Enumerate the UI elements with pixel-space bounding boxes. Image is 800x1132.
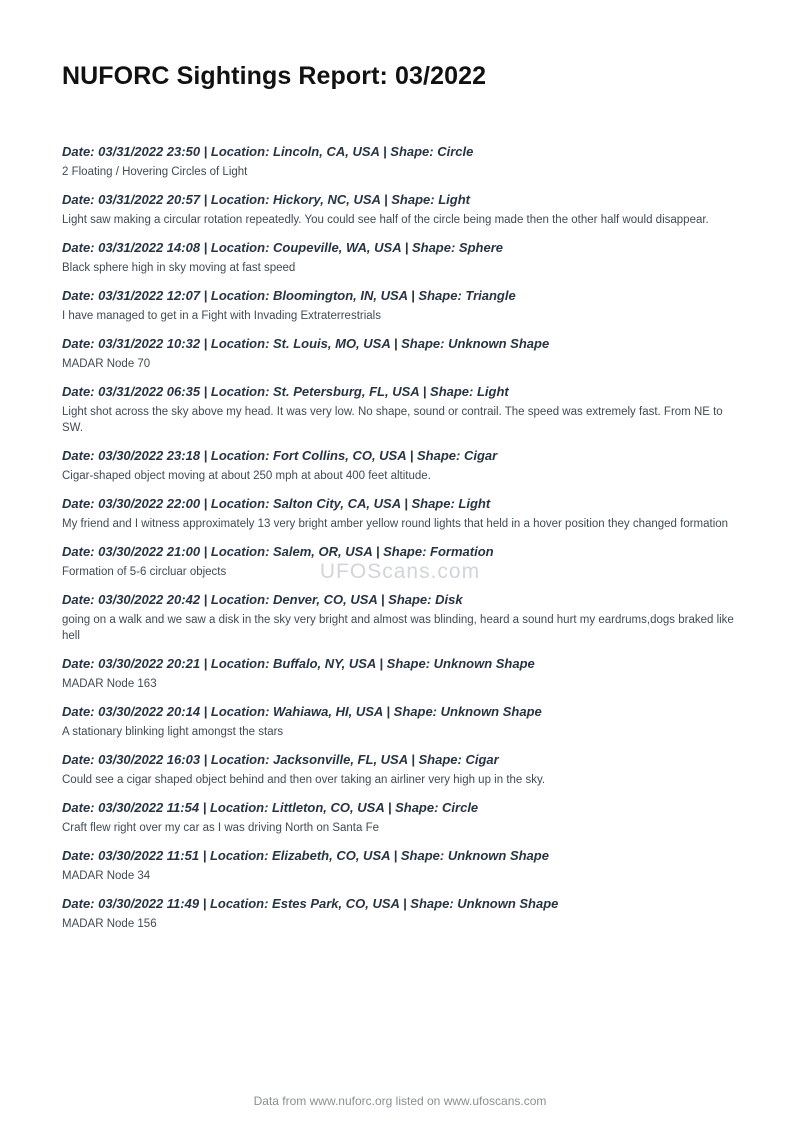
sighting-description: Cigar-shaped object moving at about 250 mph at about 400 feet altitude.: [62, 470, 431, 482]
sighting-header: Date: 03/30/2022 11:51 | Location: Elizabeth, CO, USA | Shape: Unknown Shape: [62, 848, 549, 863]
sighting-description: Light shot across the sky above my head. It was very low. No shape, sound or contrail. The speed was extremely fast. From NE to SW.: [62, 406, 723, 434]
sighting-entry: [62, 191, 738, 228]
sighting-header: Date: 03/30/2022 16:03 | Location: Jacksonville, FL, USA | Shape: Cigar: [62, 752, 499, 767]
sighting-header: Date: 03/31/2022 06:35 | Location: St. Petersburg, FL, USA | Shape: Light: [62, 384, 509, 399]
sighting-entry: [62, 495, 738, 532]
sighting-header: Date: 03/30/2022 11:49 | Location: Estes Park, CO, USA | Shape: Unknown Shape: [62, 896, 559, 911]
sighting-entry: [62, 751, 738, 788]
sightings-list: [62, 143, 738, 943]
sighting-description: going on a walk and we saw a disk in the sky very bright and almost was blinding, heard a sound hurt my eardrums,dogs braked like hell: [62, 614, 734, 642]
sighting-description: A stationary blinking light amongst the stars: [62, 726, 284, 738]
sighting-description: MADAR Node 34: [62, 870, 151, 882]
sighting-header: Date: 03/31/2022 10:32 | Location: St. Louis, MO, USA | Shape: Unknown Shape: [62, 336, 550, 351]
sighting-entry: [62, 287, 738, 324]
sighting-header: Date: 03/30/2022 23:18 | Location: Fort Collins, CO, USA | Shape: Cigar: [62, 448, 498, 463]
sighting-description: Formation of 5-6 circluar objects: [62, 566, 227, 578]
sighting-header: Date: 03/30/2022 21:00 | Location: Salem, OR, USA | Shape: Formation: [62, 544, 494, 559]
sighting-header: Date: 03/31/2022 12:07 | Location: Bloomington, IN, USA | Shape: Triangle: [62, 288, 516, 303]
sighting-description: MADAR Node 156: [62, 918, 157, 930]
sighting-entry: [62, 895, 738, 932]
sighting-entry: [62, 447, 738, 484]
sighting-description: MADAR Node 70: [62, 358, 151, 370]
sighting-header: Date: 03/30/2022 22:00 | Location: Salton City, CA, USA | Shape: Light: [62, 496, 491, 511]
watermark: UFOScans.com: [319, 560, 481, 583]
sighting-header: Date: 03/30/2022 20:21 | Location: Buffalo, NY, USA | Shape: Unknown Shape: [62, 656, 535, 671]
sighting-description: Black sphere high in sky moving at fast speed: [62, 262, 296, 274]
sighting-entry: [62, 703, 738, 740]
sighting-description: Light saw making a circular rotation repeatedly. You could see half of the circle being made then the other half would disappear.: [62, 214, 709, 226]
sighting-entry: [62, 799, 738, 836]
sighting-entry: [62, 543, 738, 580]
sighting-header: Date: 03/31/2022 20:57 | Location: Hickory, NC, USA | Shape: Light: [62, 192, 470, 207]
sighting-description: Craft flew right over my car as I was driving North on Santa Fe: [62, 822, 380, 834]
footer-credit: Data from www.nuforc.org listed on www.ufoscans.com: [253, 1094, 547, 1108]
sighting-header: Date: 03/30/2022 20:14 | Location: Wahiawa, HI, USA | Shape: Unknown Shape: [62, 704, 542, 719]
sighting-header: Date: 03/31/2022 14:08 | Location: Coupeville, WA, USA | Shape: Sphere: [62, 240, 503, 255]
sighting-entry: [62, 239, 738, 276]
sighting-description: MADAR Node 163: [62, 678, 157, 690]
sighting-header: Date: 03/30/2022 20:42 | Location: Denver, CO, USA | Shape: Disk: [62, 592, 463, 607]
sighting-entry: [62, 847, 738, 884]
sighting-entry: [62, 591, 738, 644]
sighting-entry: [62, 383, 738, 436]
sighting-description: 2 Floating / Hovering Circles of Light: [62, 166, 248, 178]
sighting-description: Could see a cigar shaped object behind and then over taking an airliner very high up in the sky.: [62, 774, 546, 786]
sighting-header: Date: 03/31/2022 23:50 | Location: Lincoln, CA, USA | Shape: Circle: [62, 144, 474, 159]
sighting-entry: [62, 655, 738, 692]
sighting-entry: [62, 143, 738, 180]
sighting-entry: [62, 335, 738, 372]
sighting-description: I have managed to get in a Fight with Invading Extraterrestrials: [62, 310, 381, 322]
sighting-description: My friend and I witness approximately 13 very bright amber yellow round lights that held in a hover position they changed formation: [62, 518, 729, 530]
sighting-header: Date: 03/30/2022 11:54 | Location: Littleton, CO, USA | Shape: Circle: [62, 800, 479, 815]
page-title: NUFORC Sightings Report: 03/2022: [62, 62, 487, 90]
